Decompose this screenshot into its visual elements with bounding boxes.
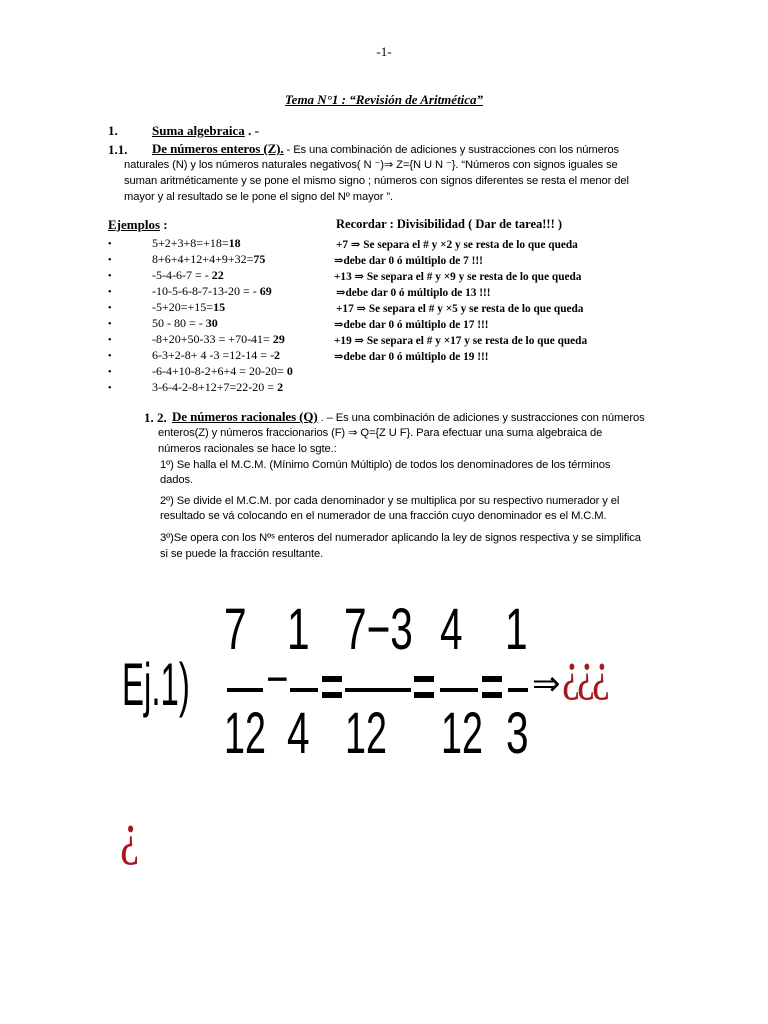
examples-colon: : bbox=[160, 217, 168, 232]
recordar-item: ⇒debe dar 0 ó múltiplo de 13 !!! bbox=[336, 287, 491, 299]
example-expr: -6-4+10-8-2+6+4 = 20-20= bbox=[152, 364, 287, 378]
minus-operator: − bbox=[266, 653, 289, 706]
example-result: -2 bbox=[270, 348, 281, 362]
fraction-numerator: 7−3 bbox=[344, 597, 413, 662]
example-result: 30 bbox=[205, 316, 218, 330]
example-item bbox=[108, 300, 225, 316]
section-1-1-line-4: mayor y al resultado se le pone el signo del Nº mayor ”. bbox=[124, 191, 393, 203]
example-result: 69 bbox=[259, 284, 272, 298]
equals-bottom-bar bbox=[482, 692, 502, 698]
bullet-icon: • bbox=[108, 271, 112, 282]
section-1-1-first-line bbox=[152, 141, 672, 158]
bullet-icon: • bbox=[108, 287, 112, 298]
fraction-numerator: 1 bbox=[287, 597, 310, 662]
fraction-denominator: 12 bbox=[441, 701, 483, 766]
page-number: -1- bbox=[376, 44, 392, 59]
step-2-line-2: resultado se vá colocando en el numerador de una fracción cuyo denominador es el M.C.M. bbox=[160, 510, 607, 522]
section-1-2-title: De números racionales (Q) bbox=[172, 409, 318, 424]
fraction-bar bbox=[345, 688, 411, 692]
equals-top-bar bbox=[414, 676, 434, 682]
section-1-1-title: De números enteros (Z). bbox=[152, 141, 284, 156]
recordar-heading: Recordar : Divisibilidad ( Dar de tarea!!! ) bbox=[336, 217, 563, 231]
section-1-2-number: 1. 2. bbox=[144, 410, 167, 425]
bullet-icon: • bbox=[108, 335, 112, 346]
examples-title: Ejemplos bbox=[108, 217, 160, 232]
recordar-item: +7 ⇒ Se separa el # y ×2 y se resta de lo que queda bbox=[336, 239, 578, 251]
example-result: 18 bbox=[228, 236, 241, 250]
section-1-title: Suma algebraica bbox=[152, 123, 245, 138]
fraction-denominator: 12 bbox=[224, 701, 266, 766]
section-1-1-line-2: naturales (N) y los números naturales negativos( N ⁻)⇒ Z={N U N ⁻}. “Números con signos iguales se bbox=[124, 159, 618, 171]
section-1-heading bbox=[152, 123, 259, 139]
example-item bbox=[108, 268, 224, 284]
equals-top-bar bbox=[482, 676, 502, 682]
equals-bottom-bar bbox=[414, 692, 434, 698]
example-result: 15 bbox=[213, 300, 226, 314]
step-3-line-2: si se puede la fracción resultante. bbox=[160, 548, 324, 560]
examples-heading bbox=[108, 217, 168, 233]
equals-bottom-bar bbox=[322, 692, 342, 698]
example-result: 2 bbox=[277, 380, 284, 394]
recordar-item: +17 ⇒ Se separa el # y ×5 y se resta de lo que queda bbox=[336, 303, 584, 315]
example-result: 29 bbox=[272, 332, 285, 346]
fraction-denominator: 3 bbox=[506, 701, 529, 766]
section-1-1-line-3: suman aritméticamente y se pone el mismo signo ; números con signos diferentes se resta el menor del bbox=[124, 175, 629, 187]
example-expr: -5-4-6-7 = - bbox=[152, 268, 212, 282]
step-2-line-1: 2º) Se divide el M.C.M. por cada denominador y se multiplica por su respectivo numerador y el bbox=[160, 495, 620, 507]
section-1-suffix: . - bbox=[244, 123, 259, 138]
equation-label: Ej.1) bbox=[122, 651, 190, 718]
fraction-denominator: 4 bbox=[287, 701, 310, 766]
section-1-1-number: 1.1. bbox=[108, 142, 128, 157]
recordar-item: ⇒debe dar 0 ó múltiplo de 19 !!! bbox=[334, 351, 489, 363]
example-expr: 50 - 80 = - bbox=[152, 316, 206, 330]
example-item bbox=[108, 332, 285, 348]
page-title: Tema N°1 : “Revisión de Aritmética” bbox=[284, 92, 484, 107]
bullet-icon: • bbox=[108, 351, 112, 362]
fraction-numerator: 7 bbox=[224, 597, 247, 662]
example-expr: 8+6+4+12+4+9+32= bbox=[152, 252, 254, 266]
example-item bbox=[108, 252, 265, 268]
section-1-2-intro-3: números racionales se hace lo sgte.: bbox=[158, 443, 337, 455]
example-result: 0 bbox=[286, 364, 293, 378]
example-expr: 5+2+3+8=+18= bbox=[152, 236, 229, 250]
recordar-item: ⇒debe dar 0 ó múltiplo de 17 !!! bbox=[334, 319, 489, 331]
example-item bbox=[108, 348, 280, 364]
example-item bbox=[108, 380, 283, 396]
fraction-bar bbox=[290, 688, 318, 692]
example-item bbox=[108, 236, 241, 252]
example-expr: 6-3+2-8+ 4 -3 =12-14 = bbox=[152, 348, 271, 362]
bullet-icon: • bbox=[108, 319, 112, 330]
example-expr: -5+20=+15= bbox=[152, 300, 214, 314]
fraction-numerator: 4 bbox=[440, 597, 463, 662]
example-result: 22 bbox=[211, 268, 224, 282]
step-1-line-2: dados. bbox=[160, 474, 193, 486]
fraction-numerator: 1 bbox=[505, 597, 528, 662]
example-expr: -8+20+50-33 = +70-41= bbox=[152, 332, 273, 346]
implies-arrow-icon: ⇒ bbox=[532, 665, 561, 703]
example-item bbox=[108, 364, 293, 380]
example-expr: 3-6-4-2-8+12+7=22-20 = bbox=[152, 380, 278, 394]
step-1-line-1: 1º) Se halla el M.C.M. (Mínimo Común Múltiplo) de todos los denominadores de los términos bbox=[160, 459, 611, 471]
recordar-item: ⇒debe dar 0 ó múltiplo de 7 !!! bbox=[334, 255, 483, 267]
recordar-item: +19 ⇒ Se separa el # y ×17 y se resta de lo que queda bbox=[334, 335, 588, 347]
section-1-number: 1. bbox=[108, 123, 118, 138]
question-mark-b: ¿ bbox=[120, 801, 140, 866]
recordar-item: +13 ⇒ Se separa el # y ×9 y se resta de lo que queda bbox=[334, 271, 582, 283]
bullet-icon: • bbox=[108, 367, 112, 378]
section-1-2-first-line bbox=[172, 409, 645, 426]
bullet-icon: • bbox=[108, 383, 112, 394]
section-1-2-intro-1: . – Es una combinación de adiciones y sustracciones con números bbox=[317, 412, 645, 424]
step-3-line-1: 3º)Se opera con los Nºˢ enteros del numerador aplicando la ley de signos respectiva y se simplifica bbox=[160, 532, 641, 544]
fraction-bar bbox=[508, 688, 528, 692]
fraction-bar bbox=[440, 688, 478, 692]
example-item bbox=[108, 284, 272, 300]
fraction-bar bbox=[227, 688, 263, 692]
bullet-icon: • bbox=[108, 239, 112, 250]
question-marks-a: ¿¿¿ bbox=[562, 641, 607, 701]
equals-top-bar bbox=[322, 676, 342, 682]
bullet-icon: • bbox=[108, 303, 112, 314]
example-item bbox=[108, 316, 218, 332]
example-expr: -10-5-6-8-7-13-20 = - bbox=[152, 284, 260, 298]
section-1-2-intro-2: enteros(Z) y números fraccionarios (F) ⇒ Q={Z U F}. Para efectuar una suma algebraica de bbox=[158, 427, 603, 439]
fraction-denominator: 12 bbox=[345, 701, 387, 766]
bullet-icon: • bbox=[108, 255, 112, 266]
section-1-1-line-1: - Es una combinación de adiciones y sustracciones con los números bbox=[283, 144, 619, 156]
example-result: 75 bbox=[253, 252, 266, 266]
